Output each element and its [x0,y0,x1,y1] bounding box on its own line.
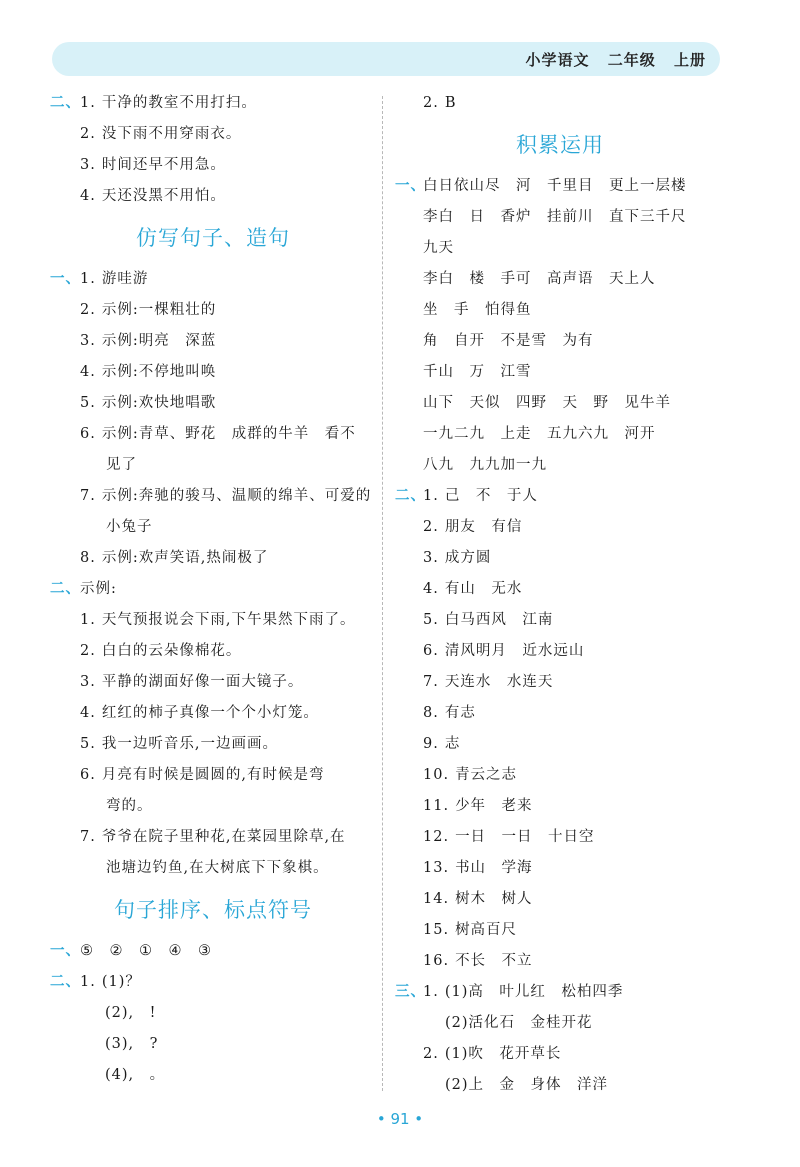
section-mark: 二、 [395,488,426,504]
header-grade: 二年级 [607,51,656,69]
list-item [50,388,376,419]
item-num: 11. [423,798,450,814]
list-item [395,171,725,202]
list-item [395,667,725,698]
list-item [50,936,376,967]
item-num: 16. [423,953,450,969]
list-item-continuation: 见了 [106,457,137,473]
list-item [50,822,376,853]
item-text: 白白的云朵像棉花。 [101,643,242,659]
list-item-continuation: 池塘边钓鱼,在大树底下下象棋。 [106,860,329,876]
item-num: 3. [423,550,439,566]
item-num: 4. [80,705,96,721]
list-item: 角 自开 不是雪 为有 [423,333,594,349]
list-item [395,543,725,574]
item-num: 3. [80,333,96,349]
item-num: 2. [80,302,96,318]
page-number: • 91 • [376,1110,424,1128]
list-item [50,88,376,119]
item-num: 13. [423,860,450,876]
section-mark: 一、 [50,943,81,959]
section-title: 句子排序、标点符号 [114,898,312,922]
item-num: 2. [423,95,439,111]
item-text: 红红的柿子真像一个个小灯笼。 [101,705,319,721]
item-text: 示例:一棵粗壮的 [101,302,217,318]
item-text: 示例:欢声笑语,热闹极了 [101,550,269,566]
item-text: 我一边听音乐,一边画画。 [101,736,278,752]
item-num: 15. [423,922,450,938]
list-item [395,822,725,853]
section-label-line [50,574,376,605]
item-num: 4. [423,581,439,597]
item-num: 1. [80,95,96,111]
list-item [50,419,376,450]
list-item [395,915,725,946]
item-text: 己 不 于人 [444,488,538,504]
list-item [395,729,725,760]
list-item [395,884,725,915]
item-num: 6. [80,767,96,783]
list-item [50,295,376,326]
item-text: 示例:明亮 深蓝 [101,333,217,349]
item-text: ⑤ ② ① ④ ③ [80,943,212,959]
item-num: 4. [80,364,96,380]
list-item [395,574,725,605]
list-item [50,150,376,181]
item-text: 树木 树人 [455,891,533,907]
list-item [50,605,376,636]
item-text: 干净的教室不用打扫。 [101,95,257,111]
item-text: 游哇游 [101,271,149,287]
list-item-continuation: 小兔子 [106,519,153,535]
list-item [395,636,725,667]
list-item [395,760,725,791]
item-num: 7. [423,674,439,690]
item-text: 青云之志 [455,767,518,783]
item-text: 示例:欢快地唱歌 [101,395,217,411]
item-text: 示例:奔驰的骏马、温顺的绵羊、可爱的 [101,488,372,504]
header-bar [52,42,720,76]
item-text: 天还没黑不用怕。 [101,188,226,204]
item-text: 天气预报说会下雨,下午果然下雨了。 [101,612,356,628]
list-item [50,760,376,791]
item-text: 有山 无水 [444,581,523,597]
item-text: 清风明月 近水远山 [444,643,585,659]
header-title [513,49,706,70]
sub-item: (4), 。 [105,1067,166,1083]
section-mark: 一、 [50,271,81,287]
list-item: 一九二九 上走 五九六九 河开 [423,426,656,442]
item-num: 9. [423,736,439,752]
header-volume: 上册 [673,51,706,69]
list-item [395,512,725,543]
item-num: 6. [80,426,96,442]
sub-item: (2)上 金 身体 洋洋 [445,1077,609,1093]
item-num: 2. [80,126,96,142]
section-mark: 二、 [50,974,81,990]
item-num: 7. [80,829,96,845]
item-text: (1)？ [101,974,141,990]
list-item: 李白 日 香炉 挂前川 直下三千尺 [423,209,687,225]
item-text: 平静的湖面好像一面大镜子。 [101,674,304,690]
sub-item: (2), ! [105,1005,157,1021]
item-num: 6. [423,643,439,659]
header-subject: 小学语文 [525,51,590,69]
list-item: 千山 万 江雪 [423,364,532,380]
list-item [395,977,725,1008]
item-num: 8. [80,550,96,566]
item-text: (1)高 叶儿红 松柏四季 [444,984,624,1000]
section-title: 积累运用 [516,133,604,157]
item-num: 8. [423,705,439,721]
item-text: 没下雨不用穿雨衣。 [101,126,242,142]
item-num: 5. [80,736,96,752]
item-text: 不长 不立 [455,953,533,969]
item-text: (1)吹 花开草长 [444,1046,562,1062]
list-item: 山下 天似 四野 天 野 见牛羊 [423,395,671,411]
item-text: 树高百尺 [455,922,518,938]
list-item [395,946,725,977]
list-item [395,481,725,512]
list-item [50,357,376,388]
item-num: 10. [423,767,450,783]
item-num: 1. [423,984,439,1000]
list-item [50,698,376,729]
item-text: 示例:不停地叫唤 [101,364,217,380]
item-num: 3. [80,674,96,690]
list-item [50,264,376,295]
list-item [50,119,376,150]
list-item: 坐 手 怕得鱼 [423,302,532,318]
item-text: 志 [444,736,461,752]
right-column [395,88,725,1101]
item-text: 白马西风 江南 [444,612,554,628]
item-num: 5. [80,395,96,411]
section-label: 示例: [80,581,117,597]
section-mark: 三、 [395,984,426,1000]
item-num: 5. [423,612,439,628]
item-text: 时间还早不用急。 [101,157,226,173]
item-num: 1. [80,271,96,287]
list-item-continuation: 弯的。 [106,798,153,814]
list-item [50,729,376,760]
item-num: 4. [80,188,96,204]
list-item [395,791,725,822]
item-text: 有志 [444,705,476,721]
list-item: 李白 楼 手可 高声语 天上人 [423,271,656,287]
list-item [50,967,376,998]
list-item [50,667,376,698]
item-text: 白日依山尽 河 千里目 更上一层楼 [423,178,687,194]
item-text: 朋友 有信 [444,519,523,535]
list-item [50,181,376,212]
item-text: 示例:青草、野花 成群的牛羊 看不 [101,426,356,442]
list-item: 九天 [423,240,454,256]
item-num: 2. [80,643,96,659]
item-text: 少年 老来 [455,798,533,814]
section-mark: 一、 [395,178,426,194]
item-text: B [444,95,457,111]
item-num: 12. [423,829,450,845]
item-text: 成方圆 [444,550,492,566]
item-num: 7. [80,488,96,504]
item-num: 2. [423,1046,439,1062]
item-num: 2. [423,519,439,535]
list-item [395,88,725,119]
list-item [395,698,725,729]
item-text: 爷爷在院子里种花,在菜园里除草,在 [101,829,346,845]
section-mark: 二、 [50,581,81,597]
item-num: 14. [423,891,450,907]
sub-item: (3), ? [105,1036,159,1052]
list-item [50,636,376,667]
item-text: 月亮有时候是圆圆的,有时候是弯 [101,767,325,783]
sub-item: (2)活化石 金桂开花 [445,1015,593,1031]
list-item [395,1039,725,1070]
list-item [395,605,725,636]
item-text: 书山 学海 [455,860,533,876]
left-column [50,88,376,1091]
list-item [50,543,376,574]
list-item [50,326,376,357]
section-mark: 二、 [50,95,81,111]
column-divider [382,96,383,1091]
item-num: 1. [80,974,96,990]
item-num: 1. [80,612,96,628]
item-text: 天连水 水连天 [444,674,554,690]
section-title: 仿写句子、造句 [136,226,290,250]
item-num: 1. [423,488,439,504]
item-text: 一日 一日 十日空 [455,829,595,845]
list-item [395,853,725,884]
list-item [50,481,376,512]
list-item: 八九 九九加一九 [423,457,547,473]
item-num: 3. [80,157,96,173]
